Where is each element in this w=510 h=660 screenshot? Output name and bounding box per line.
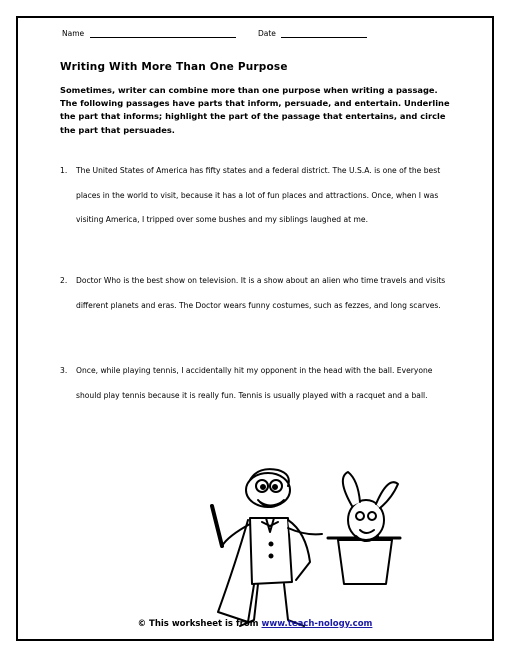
name-field	[62, 29, 236, 38]
magician-cartoon-illustration	[188, 462, 448, 632]
name-label: Name	[62, 29, 85, 38]
passage-text: Once, while playing tennis, I accidentally hit my opponent in the head with the ball. Everyone should play tennis because it is really fun. Tennis is usually played with a racquet and a ball.	[76, 366, 433, 400]
footer-link[interactable]: www.teach-nology.com	[261, 619, 373, 629]
passage-number: 1.	[60, 166, 68, 175]
date-blank-line	[281, 29, 367, 38]
name-blank-line	[90, 29, 236, 38]
footer-credit	[0, 619, 510, 629]
worksheet-title: Writing With More Than One Purpose	[60, 61, 288, 73]
passage-3	[60, 359, 460, 408]
instructions: Sometimes, writer can combine more than one purpose when writing a passage. The following passages have parts that inform, persuade, and entertain. Underline the part that informs; highlight the part of the passage that entertains, and circle the part that persuades.	[60, 85, 450, 135]
passage-text: The United States of America has fifty states and a federal district. The U.S.A. is one of the best places in the world to visit, because it has a lot of fun places and attractions. Once, when I was visiting America, I tripped over some bushes and my siblings laughed at me.	[76, 166, 441, 224]
date-field	[258, 29, 367, 38]
passage-number: 3.	[60, 366, 68, 375]
passage-number: 2.	[60, 276, 68, 285]
passage-1	[60, 159, 460, 233]
passage-2	[60, 269, 460, 318]
passage-text: Doctor Who is the best show on television. It is a show about an alien who time travels and visits different planets and eras. The Doctor wears funny costumes, such as fezzes, and long scarves.	[76, 276, 446, 310]
date-label: Date	[258, 29, 276, 38]
footer-text: © This worksheet is from	[137, 619, 259, 629]
